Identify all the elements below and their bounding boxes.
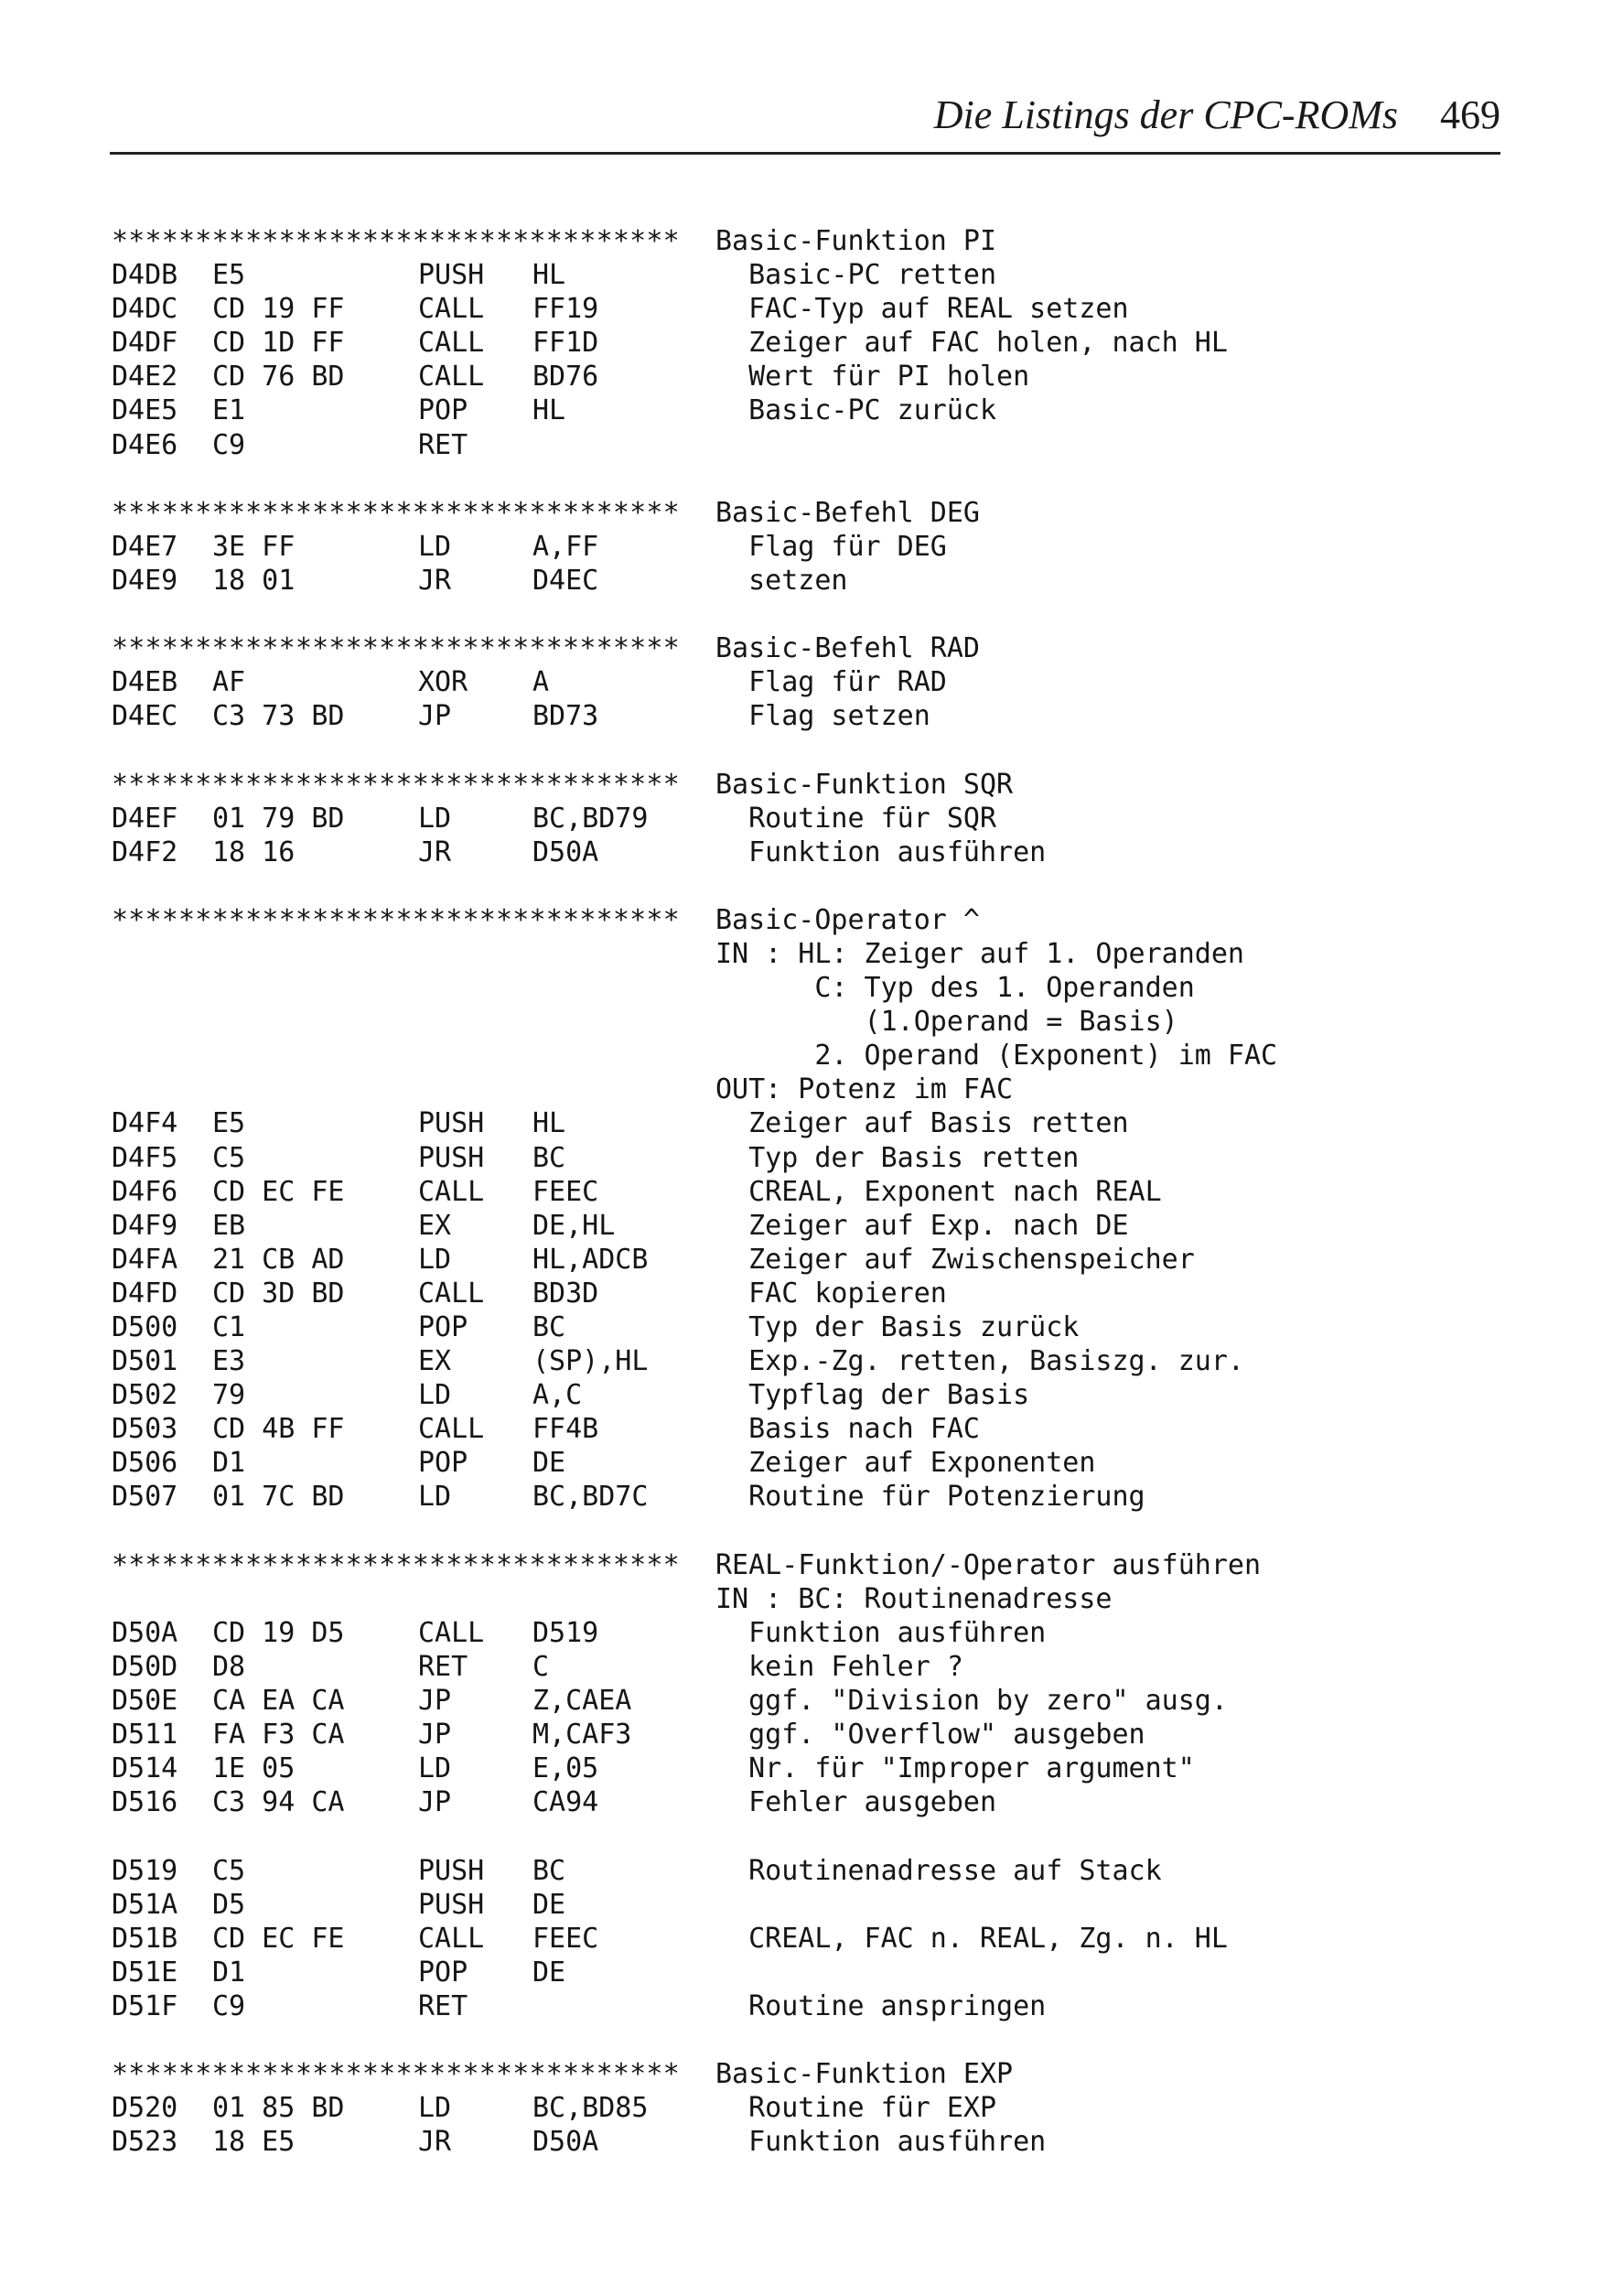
comment: Zeiger auf Zwischenspeicher	[715, 1243, 1195, 1276]
address: D4EC	[112, 700, 178, 733]
opcode-bytes: 01 79 BD	[212, 802, 345, 835]
opcode-bytes: EB	[212, 1209, 246, 1242]
mnemonic: EX	[418, 1345, 452, 1378]
page-header	[110, 88, 1500, 143]
mnemonic: LD	[418, 530, 452, 563]
comment: Routine für SQR	[715, 802, 997, 835]
comment: Funktion ausführen	[715, 2126, 1047, 2159]
code-line	[112, 971, 1502, 1005]
mnemonic: LD	[418, 1481, 452, 1514]
separator-stars: **********************************	[112, 632, 680, 665]
comment: Typ der Basis zurück	[715, 1311, 1080, 1343]
header-rule	[110, 152, 1500, 155]
operand: A	[532, 666, 550, 699]
code-line	[112, 1378, 1502, 1412]
opcode-bytes: CD 4B FF	[212, 1413, 345, 1446]
comment: ggf. "Overflow" ausgeben	[715, 1719, 1145, 1752]
code-line	[112, 1752, 1502, 1785]
code-line	[112, 1310, 1502, 1344]
comment: Zeiger auf Exponenten	[715, 1447, 1096, 1480]
address: D4F9	[112, 1209, 178, 1242]
mnemonic: XOR	[418, 666, 468, 699]
code-line	[112, 1005, 1502, 1039]
operand: DE	[532, 1888, 566, 1921]
opcode-bytes: FA F3 CA	[212, 1719, 345, 1752]
code-line	[112, 1582, 1502, 1616]
comment: Nr. für "Improper argument"	[715, 1752, 1195, 1785]
code-line	[112, 1684, 1502, 1718]
comment: Basic-Funktion PI	[715, 225, 997, 257]
opcode-bytes: 18 01	[212, 564, 296, 597]
comment: Basic-Funktion SQR	[715, 768, 1014, 801]
mnemonic: JR	[418, 835, 452, 868]
mnemonic: LD	[418, 802, 452, 835]
code-line	[112, 1854, 1502, 1888]
mnemonic: RET	[418, 428, 468, 461]
operand: FF1D	[532, 327, 599, 360]
operand: DE	[532, 1956, 566, 1989]
operand: HL	[532, 394, 566, 427]
operand: D4EC	[532, 564, 599, 597]
comment: Basic-PC retten	[715, 259, 997, 292]
section-header-line	[112, 631, 1502, 665]
comment: setzen	[715, 564, 848, 597]
operand: D50A	[532, 835, 599, 868]
address: D523	[112, 2126, 178, 2159]
mnemonic: JR	[418, 564, 452, 597]
address: D501	[112, 1345, 178, 1378]
code-line	[112, 1616, 1502, 1650]
opcode-bytes: CA EA CA	[212, 1685, 345, 1718]
operand: BC	[532, 1311, 566, 1343]
opcode-bytes: CD EC FE	[212, 1175, 345, 1208]
opcode-bytes: D8	[212, 1650, 246, 1683]
comment: Typflag der Basis	[715, 1379, 1030, 1412]
opcode-bytes: D1	[212, 1956, 246, 1989]
address: D4DC	[112, 293, 178, 326]
opcode-bytes: 01 85 BD	[212, 2092, 345, 2125]
mnemonic: PUSH	[418, 1888, 485, 1921]
mnemonic: CALL	[418, 361, 485, 393]
mnemonic: JP	[418, 1719, 452, 1752]
opcode-bytes: C3 73 BD	[212, 700, 345, 733]
opcode-bytes: 18 16	[212, 835, 296, 868]
separator-stars: **********************************	[112, 903, 680, 936]
operand: Z,CAEA	[532, 1685, 632, 1718]
mnemonic: POP	[418, 394, 468, 427]
operand: BC,BD79	[532, 802, 649, 835]
operand: A,FF	[532, 530, 599, 563]
code-line	[112, 937, 1502, 971]
code-line	[112, 1073, 1502, 1106]
separator-stars: **********************************	[112, 225, 680, 257]
opcode-bytes: CD 19 D5	[212, 1616, 345, 1649]
opcode-bytes: C5	[212, 1854, 246, 1887]
code-line	[112, 326, 1502, 360]
code-line	[112, 428, 1502, 462]
code-line	[112, 1888, 1502, 1922]
comment: 2. Operand (Exponent) im FAC	[715, 1040, 1278, 1073]
address: D51E	[112, 1956, 178, 1989]
mnemonic: PUSH	[418, 1141, 485, 1174]
address: D4DB	[112, 259, 178, 292]
code-line	[112, 530, 1502, 564]
address: D50A	[112, 1616, 178, 1649]
comment: Flag setzen	[715, 700, 930, 733]
opcode-bytes: AF	[212, 666, 246, 699]
blank-line	[112, 869, 1502, 903]
page-number: 469	[1440, 92, 1500, 137]
opcode-bytes: 79	[212, 1379, 246, 1412]
mnemonic: RET	[418, 1650, 468, 1683]
comment: kein Fehler ?	[715, 1650, 963, 1683]
operand: M,CAF3	[532, 1719, 632, 1752]
opcode-bytes: C3 94 CA	[212, 1786, 345, 1819]
comment: IN : HL: Zeiger auf 1. Operanden	[715, 937, 1244, 970]
code-line	[112, 360, 1502, 393]
operand: BD3D	[532, 1277, 599, 1310]
mnemonic: POP	[418, 1311, 468, 1343]
mnemonic: LD	[418, 1379, 452, 1412]
separator-stars: **********************************	[112, 1548, 680, 1581]
address: D4DF	[112, 327, 178, 360]
section-header-line	[112, 224, 1502, 258]
opcode-bytes: CD 3D BD	[212, 1277, 345, 1310]
operand: DE,HL	[532, 1209, 616, 1242]
code-line	[112, 2091, 1502, 2125]
operand: (SP),HL	[532, 1345, 649, 1378]
address: D4F6	[112, 1175, 178, 1208]
opcode-bytes: C1	[212, 1311, 246, 1343]
section-header-line	[112, 768, 1502, 802]
comment: Routine für EXP	[715, 2092, 997, 2125]
operand: E,05	[532, 1752, 599, 1785]
comment: CREAL, FAC n. REAL, Zg. n. HL	[715, 1922, 1228, 1955]
operand: FF4B	[532, 1413, 599, 1446]
address: D511	[112, 1719, 178, 1752]
mnemonic: PUSH	[418, 1854, 485, 1887]
mnemonic: PUSH	[418, 1107, 485, 1140]
mnemonic: PUSH	[418, 259, 485, 292]
code-line	[112, 1039, 1502, 1073]
address: D4E2	[112, 361, 178, 393]
comment: Flag für DEG	[715, 530, 947, 563]
opcode-bytes: CD 1D FF	[212, 327, 345, 360]
opcode-bytes: CD 19 FF	[212, 293, 345, 326]
operand: BC	[532, 1141, 566, 1174]
mnemonic: EX	[418, 1209, 452, 1242]
comment: Flag für RAD	[715, 666, 947, 699]
mnemonic: CALL	[418, 1175, 485, 1208]
comment: Zeiger auf Exp. nach DE	[715, 1209, 1129, 1242]
address: D4EB	[112, 666, 178, 699]
mnemonic: CALL	[418, 1413, 485, 1446]
operand: D50A	[532, 2126, 599, 2159]
operand: CA94	[532, 1786, 599, 1819]
address: D506	[112, 1447, 178, 1480]
address: D51A	[112, 1888, 178, 1921]
operand: FEEC	[532, 1922, 599, 1955]
code-line	[112, 1175, 1502, 1209]
separator-stars: **********************************	[112, 496, 680, 529]
mnemonic: JP	[418, 1786, 452, 1819]
blank-line	[112, 1819, 1502, 1853]
separator-stars: **********************************	[112, 768, 680, 801]
address: D4E6	[112, 428, 178, 461]
comment: Routinenadresse auf Stack	[715, 1854, 1162, 1887]
comment: FAC-Typ auf REAL setzen	[715, 293, 1129, 326]
code-line	[112, 1277, 1502, 1310]
code-line	[112, 1243, 1502, 1277]
code-line	[112, 1989, 1502, 2023]
mnemonic: CALL	[418, 327, 485, 360]
opcode-bytes: 21 CB AD	[212, 1243, 345, 1276]
code-line	[112, 665, 1502, 699]
opcode-bytes: D5	[212, 1888, 246, 1921]
code-line	[112, 1785, 1502, 1819]
comment: CREAL, Exponent nach REAL	[715, 1175, 1162, 1208]
operand: BD73	[532, 700, 599, 733]
address: D516	[112, 1786, 178, 1819]
comment: Fehler ausgeben	[715, 1786, 997, 1819]
comment: Basic-PC zurück	[715, 394, 997, 427]
section-header-line	[112, 903, 1502, 937]
mnemonic: LD	[418, 1752, 452, 1785]
address: D50D	[112, 1650, 178, 1683]
operand: D519	[532, 1616, 599, 1649]
mnemonic: CALL	[418, 1616, 485, 1649]
comment: ggf. "Division by zero" ausg.	[715, 1685, 1228, 1718]
separator-stars: **********************************	[112, 2058, 680, 2091]
blank-line	[112, 733, 1502, 767]
operand: FEEC	[532, 1175, 599, 1208]
address: D4F4	[112, 1107, 178, 1140]
code-line	[112, 1718, 1502, 1752]
mnemonic: JP	[418, 700, 452, 733]
opcode-bytes: 1E 05	[212, 1752, 296, 1785]
comment: Routine für Potenzierung	[715, 1481, 1145, 1514]
code-line	[112, 1922, 1502, 1956]
comment: Funktion ausführen	[715, 835, 1047, 868]
comment: Basis nach FAC	[715, 1413, 980, 1446]
operand: FF19	[532, 293, 599, 326]
address: D4FA	[112, 1243, 178, 1276]
operand: BC,BD85	[532, 2092, 649, 2125]
comment: Basic-Befehl DEG	[715, 496, 980, 529]
opcode-bytes: CD EC FE	[212, 1922, 345, 1955]
code-line	[112, 393, 1502, 427]
comment: Zeiger auf FAC holen, nach HL	[715, 327, 1228, 360]
comment: (1.Operand = Basis)	[715, 1006, 1178, 1039]
comment: Wert für PI holen	[715, 361, 1030, 393]
address: D51F	[112, 1989, 178, 2022]
section-header-line	[112, 2057, 1502, 2091]
code-line	[112, 1956, 1502, 1989]
section-header-line	[112, 496, 1502, 530]
address: D4E7	[112, 530, 178, 563]
address: D503	[112, 1413, 178, 1446]
address: D4EF	[112, 802, 178, 835]
opcode-bytes: E1	[212, 394, 246, 427]
code-line	[112, 1106, 1502, 1140]
opcode-bytes: E5	[212, 1107, 246, 1140]
operand: HL	[532, 1107, 566, 1140]
address: D520	[112, 2092, 178, 2125]
comment: Basic-Operator ^	[715, 903, 980, 936]
section-header-line	[112, 1548, 1502, 1582]
address: D514	[112, 1752, 178, 1785]
code-line	[112, 1412, 1502, 1446]
mnemonic: JR	[418, 2126, 452, 2159]
code-line	[112, 258, 1502, 292]
code-line	[112, 292, 1502, 326]
operand: BD76	[532, 361, 599, 393]
comment: IN : BC: Routinenadresse	[715, 1582, 1113, 1615]
address: D502	[112, 1379, 178, 1412]
operand: C	[532, 1650, 550, 1683]
running-title: Die Listings der CPC-ROMs	[933, 92, 1398, 137]
address: D4F5	[112, 1141, 178, 1174]
address: D4E5	[112, 394, 178, 427]
operand: HL	[532, 259, 566, 292]
comment: Typ der Basis retten	[715, 1141, 1080, 1174]
mnemonic: POP	[418, 1447, 468, 1480]
code-line	[112, 699, 1502, 733]
opcode-bytes: 01 7C BD	[212, 1481, 345, 1514]
code-line	[112, 2125, 1502, 2159]
opcode-bytes: E5	[212, 259, 246, 292]
opcode-bytes: C5	[212, 1141, 246, 1174]
code-line	[112, 1141, 1502, 1175]
blank-line	[112, 598, 1502, 631]
mnemonic: JP	[418, 1685, 452, 1718]
operand: DE	[532, 1447, 566, 1480]
code-line	[112, 802, 1502, 835]
comment: Basic-Befehl RAD	[715, 632, 980, 665]
code-line	[112, 1480, 1502, 1514]
address: D4E9	[112, 564, 178, 597]
mnemonic: CALL	[418, 1922, 485, 1955]
opcode-bytes: C9	[212, 428, 246, 461]
operand: A,C	[532, 1379, 583, 1412]
code-line	[112, 835, 1502, 869]
comment: Routine anspringen	[715, 1989, 1047, 2022]
mnemonic: CALL	[418, 293, 485, 326]
blank-line	[112, 1514, 1502, 1548]
opcode-bytes: CD 76 BD	[212, 361, 345, 393]
comment: FAC kopieren	[715, 1277, 947, 1310]
comment: REAL-Funktion/-Operator ausführen	[715, 1548, 1262, 1581]
opcode-bytes: 3E FF	[212, 530, 296, 563]
comment: OUT: Potenz im FAC	[715, 1073, 1014, 1106]
comment: C: Typ des 1. Operanden	[715, 972, 1195, 1005]
address: D50E	[112, 1685, 178, 1718]
address: D4F2	[112, 835, 178, 868]
opcode-bytes: D1	[212, 1447, 246, 1480]
blank-line	[112, 462, 1502, 496]
comment: Exp.-Zg. retten, Basiszg. zur.	[715, 1345, 1244, 1378]
code-line	[112, 1446, 1502, 1480]
blank-line	[112, 2023, 1502, 2057]
address: D519	[112, 1854, 178, 1887]
assembly-listing	[112, 224, 1502, 2159]
mnemonic: RET	[418, 1989, 468, 2022]
operand: BC	[532, 1854, 566, 1887]
address: D4FD	[112, 1277, 178, 1310]
code-line	[112, 564, 1502, 598]
address: D51B	[112, 1922, 178, 1955]
comment: Zeiger auf Basis retten	[715, 1107, 1129, 1140]
opcode-bytes: E3	[212, 1345, 246, 1378]
mnemonic: LD	[418, 2092, 452, 2125]
mnemonic: POP	[418, 1956, 468, 1989]
opcode-bytes: 18 E5	[212, 2126, 296, 2159]
mnemonic: CALL	[418, 1277, 485, 1310]
comment: Funktion ausführen	[715, 1616, 1047, 1649]
code-line	[112, 1344, 1502, 1378]
code-line	[112, 1650, 1502, 1684]
comment: Basic-Funktion EXP	[715, 2058, 1014, 2091]
address: D500	[112, 1311, 178, 1343]
mnemonic: LD	[418, 1243, 452, 1276]
address: D507	[112, 1481, 178, 1514]
opcode-bytes: C9	[212, 1989, 246, 2022]
operand: HL,ADCB	[532, 1243, 649, 1276]
operand: BC,BD7C	[532, 1481, 649, 1514]
code-line	[112, 1209, 1502, 1243]
